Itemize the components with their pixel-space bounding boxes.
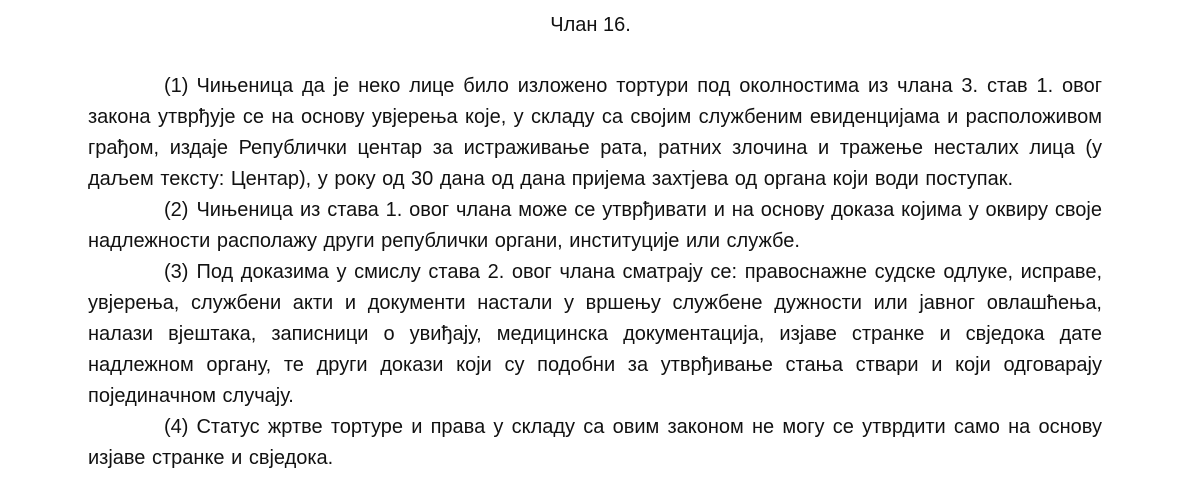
paragraph-text: Под доказима у смислу става 2. овог члана сматрају се: правоснажне судске одлуке, исправе, увјерења, службени акти и документи настали у вршењу службене дужности или јавног овлашћења, налази вјештака, записници о увиђају, медицинска документација, изјаве странке и свједока дате надлежном органу, те други докази који су подобни за утврђивање стања ствари и који одговарају појединачном случају. [88,261,1102,407]
paragraph-text: Статус жртве тортуре и права у складу са овим законом не могу се утврдити само на основу изјаве странке и свједока. [88,416,1102,469]
paragraph-number: (3) [164,261,189,283]
article-body [88,71,1102,474]
paragraph-text: Чињеница из става 1. овог члана може се утврђивати и на основу доказа којима у оквиру своје надлежности располажу други републички органи, институције или службе. [88,199,1102,252]
paragraph-number: (1) [164,75,189,97]
paragraph-3 [88,257,1102,412]
paragraph-number: (4) [164,416,189,438]
paragraph-1 [88,71,1102,195]
paragraph-2 [88,195,1102,257]
paragraph-text: Чињеница да је неко лице било изложено тортури под околностима из члана 3. став 1. овог закона утврђује се на основу увјерења које, у складу са својим службеним евиденцијама и расположивом грађом, издаје Републички центар за истраживање рата, ратних злочина и тражење несталих лица (у даљем тексту: Центар), у року од 30 дана од дана пријема захтјева од органа који води поступак. [88,75,1102,190]
paragraph-4 [88,412,1102,474]
paragraph-number: (2) [164,199,189,221]
article-title: Члан 16. [550,14,631,36]
